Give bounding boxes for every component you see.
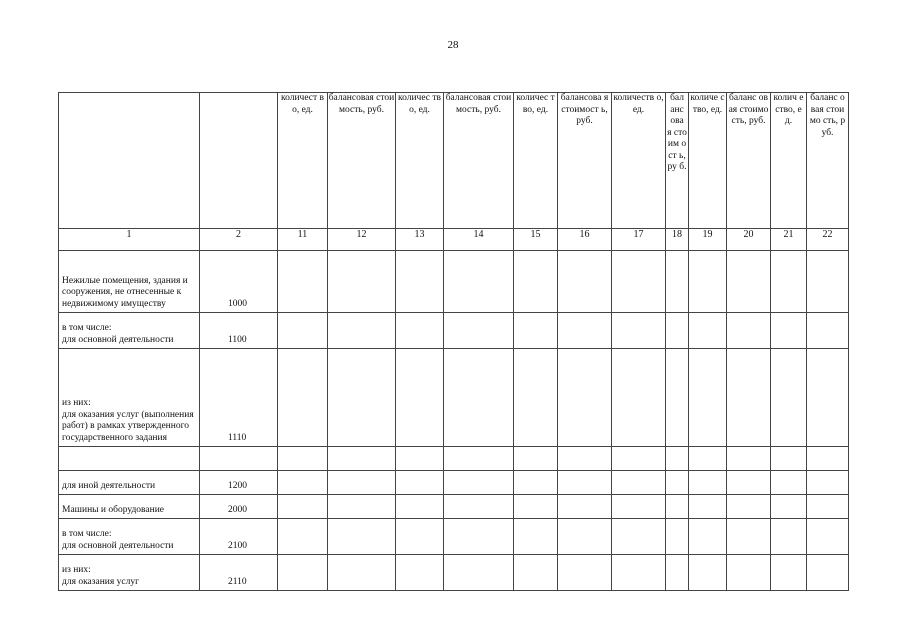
row-label: Машины и оборудование xyxy=(59,495,200,519)
value-cell xyxy=(514,349,558,447)
table-row xyxy=(59,313,849,349)
value-cell xyxy=(612,471,666,495)
row-label: в том числе: для основной деятельности xyxy=(59,519,200,555)
assets-table xyxy=(58,92,849,591)
column-number: 13 xyxy=(396,229,444,251)
column-number: 16 xyxy=(558,229,612,251)
value-cell xyxy=(514,519,558,555)
value-cell xyxy=(612,519,666,555)
column-number: 22 xyxy=(807,229,849,251)
value-cell xyxy=(771,495,807,519)
column-number: 19 xyxy=(689,229,727,251)
value-cell xyxy=(558,447,612,471)
value-cell xyxy=(444,555,514,591)
value-cell xyxy=(558,555,612,591)
value-cell xyxy=(444,447,514,471)
value-cell xyxy=(514,471,558,495)
value-cell xyxy=(396,447,444,471)
value-cell xyxy=(328,495,396,519)
value-cell xyxy=(666,495,689,519)
header-cell: бал анс ова я сто им ост ь, ру б. xyxy=(666,93,689,229)
value-cell xyxy=(666,519,689,555)
value-cell xyxy=(771,471,807,495)
row-code: 1200 xyxy=(200,471,278,495)
value-cell xyxy=(771,313,807,349)
value-cell xyxy=(727,555,771,591)
table-row xyxy=(59,471,849,495)
row-code: 2000 xyxy=(200,495,278,519)
column-number: 14 xyxy=(444,229,514,251)
row-label: в том числе: для основной деятельности xyxy=(59,313,200,349)
value-cell xyxy=(807,555,849,591)
value-cell xyxy=(771,519,807,555)
header-cell xyxy=(59,93,200,229)
row-code: 1110 xyxy=(200,349,278,447)
header-cell: количест во, ед. xyxy=(278,93,328,229)
value-cell xyxy=(727,519,771,555)
header-cell: баланс овая стоимо сть, руб. xyxy=(727,93,771,229)
header-cell: колич ество, ед. xyxy=(771,93,807,229)
value-cell xyxy=(727,495,771,519)
table-row xyxy=(59,447,849,471)
value-cell xyxy=(612,251,666,313)
value-cell xyxy=(328,447,396,471)
header-cell: балансова я стоимост ь, руб. xyxy=(558,93,612,229)
value-cell xyxy=(444,349,514,447)
value-cell xyxy=(727,313,771,349)
value-cell xyxy=(444,471,514,495)
value-cell xyxy=(396,471,444,495)
row-label: из них: для оказания услуг (выполнения работ) в рамках утвержденного государственного задания xyxy=(59,349,200,447)
value-cell xyxy=(807,519,849,555)
value-cell xyxy=(328,519,396,555)
value-cell xyxy=(666,349,689,447)
value-cell xyxy=(328,471,396,495)
value-cell xyxy=(771,251,807,313)
value-cell xyxy=(612,349,666,447)
value-cell xyxy=(689,447,727,471)
table-row xyxy=(59,251,849,313)
value-cell xyxy=(396,555,444,591)
value-cell xyxy=(444,495,514,519)
column-number-row xyxy=(59,229,849,251)
value-cell xyxy=(558,495,612,519)
row-label: из них: для оказания услуг xyxy=(59,555,200,591)
column-number: 18 xyxy=(666,229,689,251)
value-cell xyxy=(396,349,444,447)
value-cell xyxy=(689,349,727,447)
row-code xyxy=(200,447,278,471)
table-row xyxy=(59,519,849,555)
value-cell xyxy=(278,555,328,591)
table-row xyxy=(59,349,849,447)
value-cell xyxy=(328,251,396,313)
value-cell xyxy=(514,313,558,349)
column-number: 17 xyxy=(612,229,666,251)
value-cell xyxy=(612,555,666,591)
value-cell xyxy=(727,251,771,313)
header-cell: количес тво, ед. xyxy=(514,93,558,229)
value-cell xyxy=(689,251,727,313)
column-number: 21 xyxy=(771,229,807,251)
value-cell xyxy=(612,447,666,471)
value-cell xyxy=(666,555,689,591)
row-label: Нежилые помещения, здания и сооружения, не отнесенные к недвижимому имуществу xyxy=(59,251,200,313)
header-cell: балансовая стоимость, руб. xyxy=(444,93,514,229)
value-cell xyxy=(514,447,558,471)
value-cell xyxy=(278,349,328,447)
header-row xyxy=(59,93,849,229)
value-cell xyxy=(396,313,444,349)
column-number: 15 xyxy=(514,229,558,251)
header-cell xyxy=(200,93,278,229)
value-cell xyxy=(727,471,771,495)
value-cell xyxy=(278,471,328,495)
row-label xyxy=(59,447,200,471)
value-cell xyxy=(689,313,727,349)
header-cell: количес тво, ед. xyxy=(396,93,444,229)
column-number: 20 xyxy=(727,229,771,251)
value-cell xyxy=(727,349,771,447)
value-cell xyxy=(666,251,689,313)
table-row xyxy=(59,495,849,519)
value-cell xyxy=(666,447,689,471)
value-cell xyxy=(444,519,514,555)
value-cell xyxy=(328,349,396,447)
row-code: 2110 xyxy=(200,555,278,591)
value-cell xyxy=(444,313,514,349)
value-cell xyxy=(396,495,444,519)
value-cell xyxy=(807,313,849,349)
value-cell xyxy=(612,313,666,349)
row-label: для иной деятельности xyxy=(59,471,200,495)
value-cell xyxy=(807,349,849,447)
row-code: 1100 xyxy=(200,313,278,349)
value-cell xyxy=(689,495,727,519)
value-cell xyxy=(514,555,558,591)
value-cell xyxy=(666,313,689,349)
value-cell xyxy=(278,251,328,313)
value-cell xyxy=(396,251,444,313)
value-cell xyxy=(666,471,689,495)
value-cell xyxy=(278,447,328,471)
value-cell xyxy=(396,519,444,555)
value-cell xyxy=(612,495,666,519)
value-cell xyxy=(328,555,396,591)
column-number: 12 xyxy=(328,229,396,251)
value-cell xyxy=(278,519,328,555)
value-cell xyxy=(689,519,727,555)
value-cell xyxy=(514,251,558,313)
value-cell xyxy=(278,495,328,519)
column-number: 1 xyxy=(59,229,200,251)
page-number: 28 xyxy=(447,39,459,51)
column-number: 2 xyxy=(200,229,278,251)
column-number: 11 xyxy=(278,229,328,251)
value-cell xyxy=(807,471,849,495)
value-cell xyxy=(558,471,612,495)
value-cell xyxy=(807,447,849,471)
header-cell: баланс овая стоимо сть, руб. xyxy=(807,93,849,229)
value-cell xyxy=(558,519,612,555)
value-cell xyxy=(771,447,807,471)
header-cell: балансовая стоимость, руб. xyxy=(328,93,396,229)
value-cell xyxy=(558,251,612,313)
value-cell xyxy=(807,251,849,313)
header-cell: количе ство, ед. xyxy=(689,93,727,229)
value-cell xyxy=(771,349,807,447)
value-cell xyxy=(727,447,771,471)
value-cell xyxy=(771,555,807,591)
value-cell xyxy=(689,555,727,591)
value-cell xyxy=(328,313,396,349)
value-cell xyxy=(514,495,558,519)
value-cell xyxy=(278,313,328,349)
row-code: 1000 xyxy=(200,251,278,313)
value-cell xyxy=(807,495,849,519)
value-cell xyxy=(689,471,727,495)
table-row xyxy=(59,555,849,591)
value-cell xyxy=(558,313,612,349)
header-cell: количеств о, ед. xyxy=(612,93,666,229)
value-cell xyxy=(444,251,514,313)
row-code: 2100 xyxy=(200,519,278,555)
value-cell xyxy=(558,349,612,447)
